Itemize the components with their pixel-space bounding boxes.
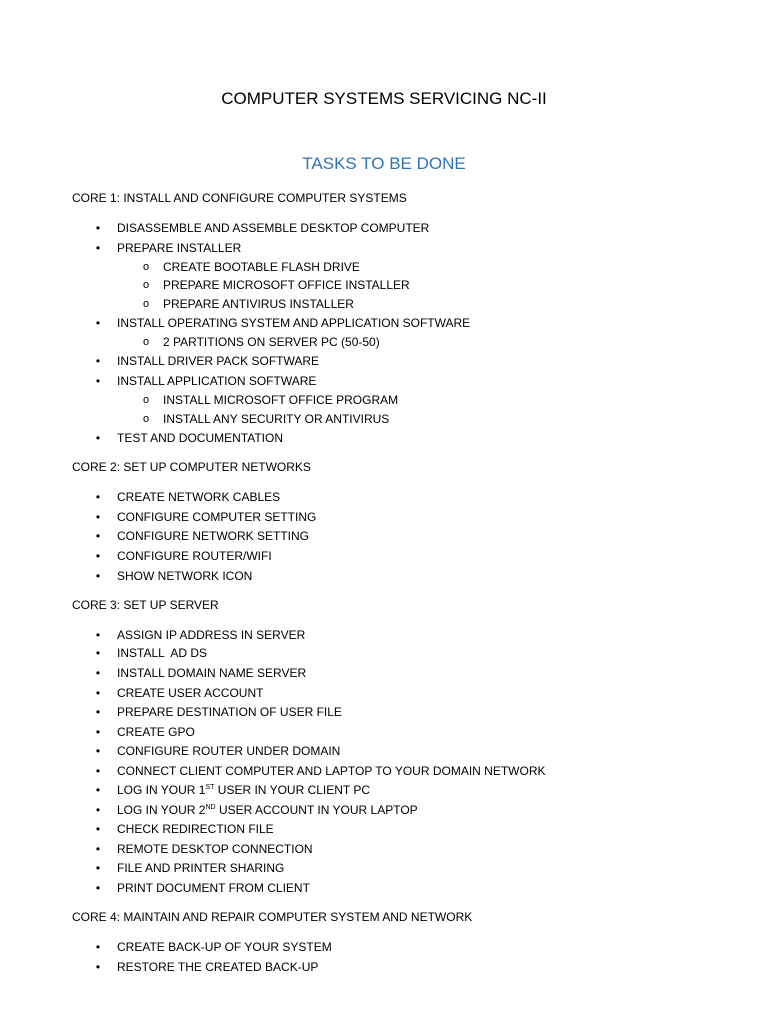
list-item: FILE AND PRINTER SHARING <box>117 861 285 875</box>
list-item: INSTALL OPERATING SYSTEM AND APPLICATION SOFTWARE <box>117 316 471 330</box>
list-item: PREPARE INSTALLER <box>117 241 242 255</box>
sub-bullet-icon: o <box>142 261 150 273</box>
sub-bullet-icon: o <box>142 298 150 310</box>
sub-list-item: PREPARE ANTIVIRUS INSTALLER <box>163 297 354 311</box>
bullet-icon: • <box>95 744 101 758</box>
sub-list-item: 2 PARTITIONS ON SERVER PC (50-50) <box>163 335 380 349</box>
ordinal-suffix: ST <box>205 784 215 791</box>
list-item: CONFIGURE ROUTER/WIFI <box>117 549 272 563</box>
bullet-icon: • <box>95 725 101 739</box>
list-item: CHECK REDIRECTION FILE <box>117 822 274 836</box>
sub-list-item: INSTALL ANY SECURITY OR ANTIVIRUS <box>163 412 390 426</box>
list-item: INSTALL AD DS <box>117 646 208 660</box>
bullet-icon: • <box>95 549 101 563</box>
list-item: CONNECT CLIENT COMPUTER AND LAPTOP TO YOUR DOMAIN NETWORK <box>117 764 546 778</box>
bullet-icon: • <box>95 529 101 543</box>
sub-bullet-icon: o <box>142 413 150 425</box>
bullet-icon: • <box>95 569 101 583</box>
list-item: CONFIGURE NETWORK SETTING <box>117 529 309 543</box>
login-first-rest: USER IN YOUR CLIENT PC <box>214 783 371 797</box>
bullet-icon: • <box>95 686 101 700</box>
bullet-icon: • <box>95 803 101 817</box>
core-2-heading: CORE 2: SET UP COMPUTER NETWORKS <box>72 460 311 474</box>
sub-list-item: PREPARE MICROSOFT OFFICE INSTALLER <box>163 278 410 292</box>
bullet-icon: • <box>95 960 101 974</box>
bullet-icon: • <box>95 628 101 642</box>
core-4-heading: CORE 4: MAINTAIN AND REPAIR COMPUTER SYSTEM AND NETWORK <box>72 910 473 924</box>
list-item: INSTALL DOMAIN NAME SERVER <box>117 666 307 680</box>
list-item: PREPARE DESTINATION OF USER FILE <box>117 705 342 719</box>
bullet-icon: • <box>95 842 101 856</box>
sub-bullet-icon: o <box>142 394 150 406</box>
bullet-icon: • <box>95 881 101 895</box>
bullet-icon: • <box>95 374 101 388</box>
list-item: ASSIGN IP ADDRESS IN SERVER <box>117 628 306 642</box>
login-second-text: LOG IN YOUR 2 <box>117 803 206 817</box>
list-item: CREATE NETWORK CABLES <box>117 490 281 504</box>
bullet-icon: • <box>95 354 101 368</box>
list-item: RESTORE THE CREATED BACK-UP <box>117 960 319 974</box>
list-item: CREATE USER ACCOUNT <box>117 686 264 700</box>
bullet-icon: • <box>95 646 101 660</box>
list-item: SHOW NETWORK ICON <box>117 569 253 583</box>
tasks-heading: TASKS TO BE DONE <box>302 154 466 173</box>
list-item-login-first-user <box>117 783 370 797</box>
list-item: TEST AND DOCUMENTATION <box>117 431 284 445</box>
ordinal-suffix: ND <box>205 804 216 811</box>
bullet-icon: • <box>95 221 101 235</box>
sub-list-item: INSTALL MICROSOFT OFFICE PROGRAM <box>163 393 399 407</box>
list-item: CREATE GPO <box>117 725 195 739</box>
list-item: INSTALL APPLICATION SOFTWARE <box>117 374 317 388</box>
document-title: COMPUTER SYSTEMS SERVICING NC-II <box>221 89 547 108</box>
list-item: INSTALL DRIVER PACK SOFTWARE <box>117 354 320 368</box>
list-item: REMOTE DESKTOP CONNECTION <box>117 842 313 856</box>
bullet-icon: • <box>95 241 101 255</box>
core-1-heading: CORE 1: INSTALL AND CONFIGURE COMPUTER SYSTEMS <box>72 191 407 205</box>
bullet-icon: • <box>95 705 101 719</box>
login-second-rest: USER ACCOUNT IN YOUR LAPTOP <box>215 803 418 817</box>
bullet-icon: • <box>95 783 101 797</box>
bullet-icon: • <box>95 666 101 680</box>
list-item: PRINT DOCUMENT FROM CLIENT <box>117 881 310 895</box>
bullet-icon: • <box>95 316 101 330</box>
login-first-text: LOG IN YOUR 1 <box>117 783 206 797</box>
bullet-icon: • <box>95 822 101 836</box>
bullet-icon: • <box>95 940 101 954</box>
list-item: DISASSEMBLE AND ASSEMBLE DESKTOP COMPUTER <box>117 221 430 235</box>
list-item: CONFIGURE COMPUTER SETTING <box>117 510 317 524</box>
list-item-login-second-user <box>117 803 418 817</box>
sub-bullet-icon: o <box>142 279 150 291</box>
core-3-heading: CORE 3: SET UP SERVER <box>72 598 219 612</box>
bullet-icon: • <box>95 490 101 504</box>
sub-bullet-icon: o <box>142 336 150 348</box>
bullet-icon: • <box>95 510 101 524</box>
bullet-icon: • <box>95 764 101 778</box>
list-item: CONFIGURE ROUTER UNDER DOMAIN <box>117 744 341 758</box>
bullet-icon: • <box>95 861 101 875</box>
sub-list-item: CREATE BOOTABLE FLASH DRIVE <box>163 260 360 274</box>
bullet-icon: • <box>95 431 101 445</box>
list-item: CREATE BACK-UP OF YOUR SYSTEM <box>117 940 332 954</box>
